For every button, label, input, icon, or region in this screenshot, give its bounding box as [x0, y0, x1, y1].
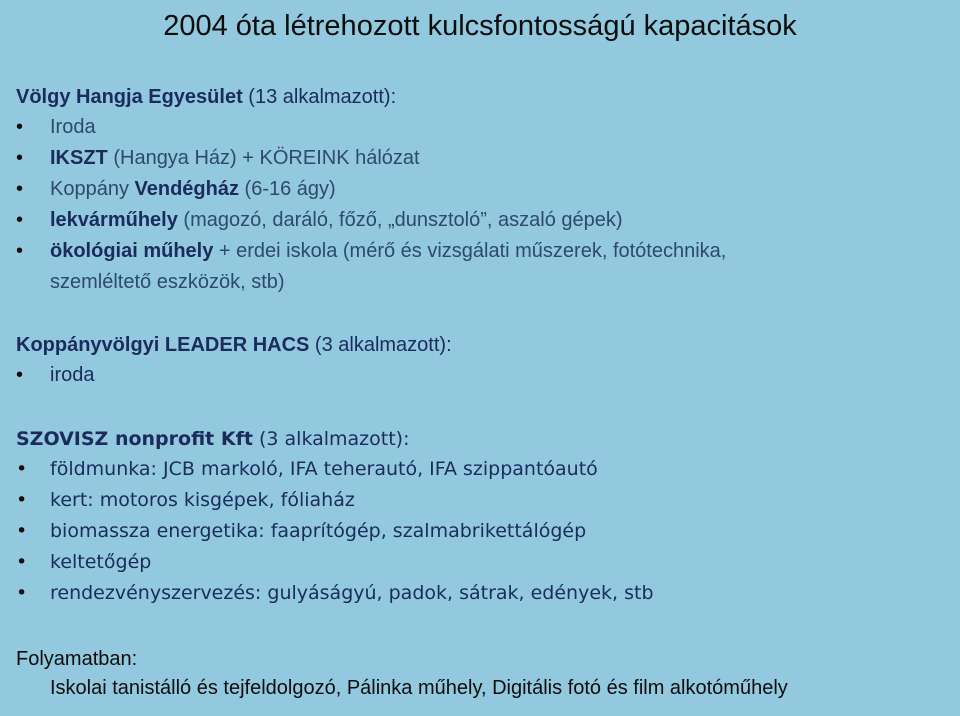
section-volgy-hangja	[16, 82, 950, 298]
list-item	[16, 578, 950, 609]
item-text: rendezvényszervezés: gulyáságyú, padok, sátrak, edények, stb	[50, 582, 654, 604]
footer-text: Iskolai tanistálló és tejfeldolgozó, Pálinka műhely, Digitális fotó és film alkotóműhely	[50, 677, 788, 699]
section-heading-rest: (3 alkalmazott):	[252, 428, 410, 450]
list-item	[16, 112, 950, 143]
section-heading-bold: Völgy Hangja Egyesület	[16, 86, 243, 108]
list-item	[16, 454, 950, 485]
list-item	[16, 205, 950, 236]
slide-title: 2004 óta létrehozott kulcsfontosságú kapacitások	[163, 10, 797, 42]
section-heading	[16, 330, 950, 360]
list-item	[16, 485, 950, 516]
list-item	[16, 547, 950, 578]
item-bold: Vendégház	[134, 178, 239, 200]
list-item	[16, 174, 950, 205]
list-item	[16, 516, 950, 547]
section-heading-rest: (13 alkalmazott):	[242, 86, 397, 108]
item-bold: IKSZT	[50, 147, 108, 169]
list-item	[16, 236, 950, 298]
item-text: földmunka: JCB markoló, IFA teherautó, IFA szippantóautó	[50, 458, 598, 480]
item-rest: + erdei iskola (mérő és vizsgálati műszerek, fotótechnika,	[213, 240, 727, 262]
item-bold: ökológiai műhely	[50, 240, 214, 262]
item-text: kert: motoros kisgépek, fóliaház	[50, 489, 355, 511]
item-bold: lekvárműhely	[50, 209, 178, 231]
list-item	[16, 143, 950, 174]
item-text: biomassza energetika: faaprítógép, szalmabrikettálógép	[50, 520, 587, 542]
footer-label: Folyamatban:	[16, 648, 138, 670]
section-heading	[16, 424, 950, 454]
item-text: Iroda	[50, 116, 96, 138]
list-item	[16, 360, 950, 391]
item-rest: (magozó, daráló, főző, „dunsztoló”, aszaló gépek)	[177, 209, 623, 231]
footer-in-progress	[16, 648, 950, 700]
section-leader-hacs	[16, 330, 950, 391]
section-heading	[16, 82, 950, 112]
item-text: iroda	[50, 364, 95, 386]
item-continuation: szemléltető eszközök, stb)	[50, 271, 285, 293]
section-heading-bold: SZOVISZ nonprofit Kft	[16, 428, 253, 450]
item-text: keltetőgép	[50, 551, 152, 573]
item-pre: Koppány	[50, 178, 135, 200]
item-rest: (6-16 ágy)	[239, 178, 336, 200]
item-rest: (Hangya Ház) + KÖREINK hálózat	[107, 147, 420, 169]
section-heading-bold: Koppányvölgyi LEADER HACS	[16, 334, 310, 356]
section-szovisz	[16, 424, 950, 609]
section-heading-rest: (3 alkalmazott):	[309, 334, 452, 356]
